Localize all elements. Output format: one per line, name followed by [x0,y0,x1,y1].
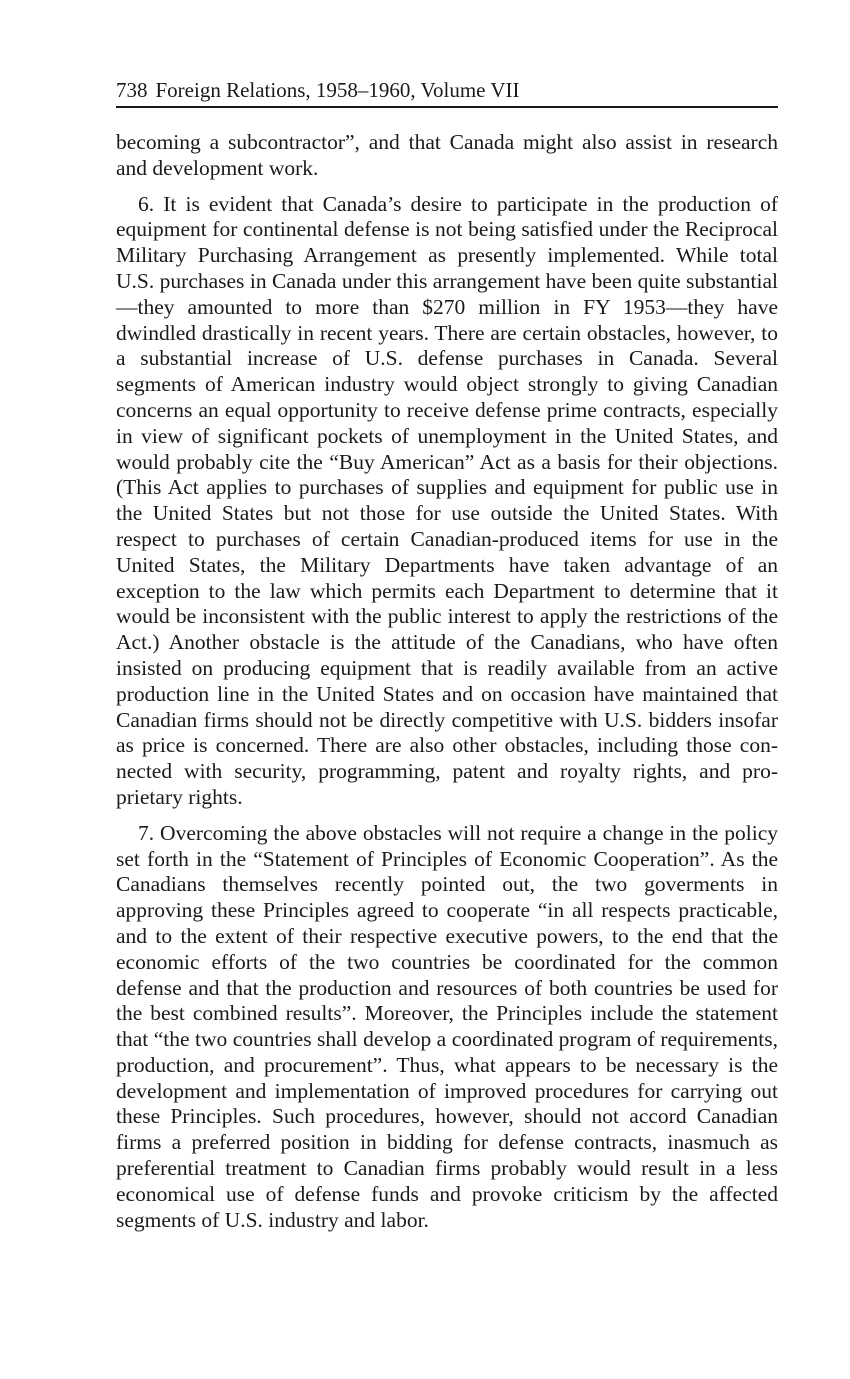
page-number: 738 [116,78,148,102]
running-title: Foreign Relations, 1958–1960, Volume VII [155,78,520,102]
paragraph-number: 6. [138,191,155,216]
body-text [116,130,778,1233]
paragraph-text: It is evident that Canada’s desire to participate in the production of equipment for continental defense is not being satisfied under the Reciprocal Military Purchasing Arrangement as presently implemented. While total U.S. purchases in Canada under this arrangement have been quite substantial—they amounted to more than $270 million in FY 1953—they have dwindled drastically in recent years. There are certain obstacles, however, to a substantial increase of U.S. defense purchases in Canada. Several segments of American industry would object strongly to giving Canadian concerns an equal opportunity to receive defense prime contracts, especially in view of significant pockets of unemployment in the United States, and would probably cite the “Buy American” Act as a basis for their objections. (This Act applies to purchases of supplies and equipment for public use in the United States but not those for use outside the United States. With respect to purchases of certain Canadian-produced items for use in the United States, the Military Departments have taken advantage of an exception to the law which permits each Department to determine that it would be inconsistent with the public interest to apply the restrictions of the Act.) Another obstacle is the attitude of the Canadians, who have often insisted on producing equipment that is readily available from an active production line in the United States and on occasion have maintained that Canadian firms should not be directly competitive with U.S. bidders insofar as price is concerned. There are also other obstacles, including those connected with security, programming, patent and royalty rights, and proprietary rights. [116,191,779,809]
paragraph-6 [116,192,778,811]
paragraph-continued: becoming a subcontractor”, and that Canada might also assist in research and development work. [116,130,778,180]
paragraph-text: Overcoming the above obstacles will not require a change in the policy set forth in the “Statement of Principles of Economic Cooperation”. As the Canadians themselves recently pointed out, the two goverments in approving these Principles agreed to cooperate “in all respects practicable, and to the extent of their respective executive powers, to the end that the economic efforts of the two countries be coordinated for the common defense and that the production and resources of both countries be used for the best combined results”. Moreover, the Principles include the statement that “the two countries shall develop a coordinated program of requirements, production, and procurement”. Thus, what appears to be necessary is the development and implementation of improved procedures for carrying out these Principles. Such procedures, however, should not accord Canadian firms a preferred position in bidding for defense contracts, inasmuch as preferential treatment to Canadian firms probably would result in a less economical use of defense funds and provoke criticism by the affected segments of U.S. industry and labor. [116,820,779,1232]
document-page [116,76,778,1243]
running-header [116,76,778,108]
paragraph-number: 7. [138,820,155,845]
paragraph-7 [116,821,778,1234]
